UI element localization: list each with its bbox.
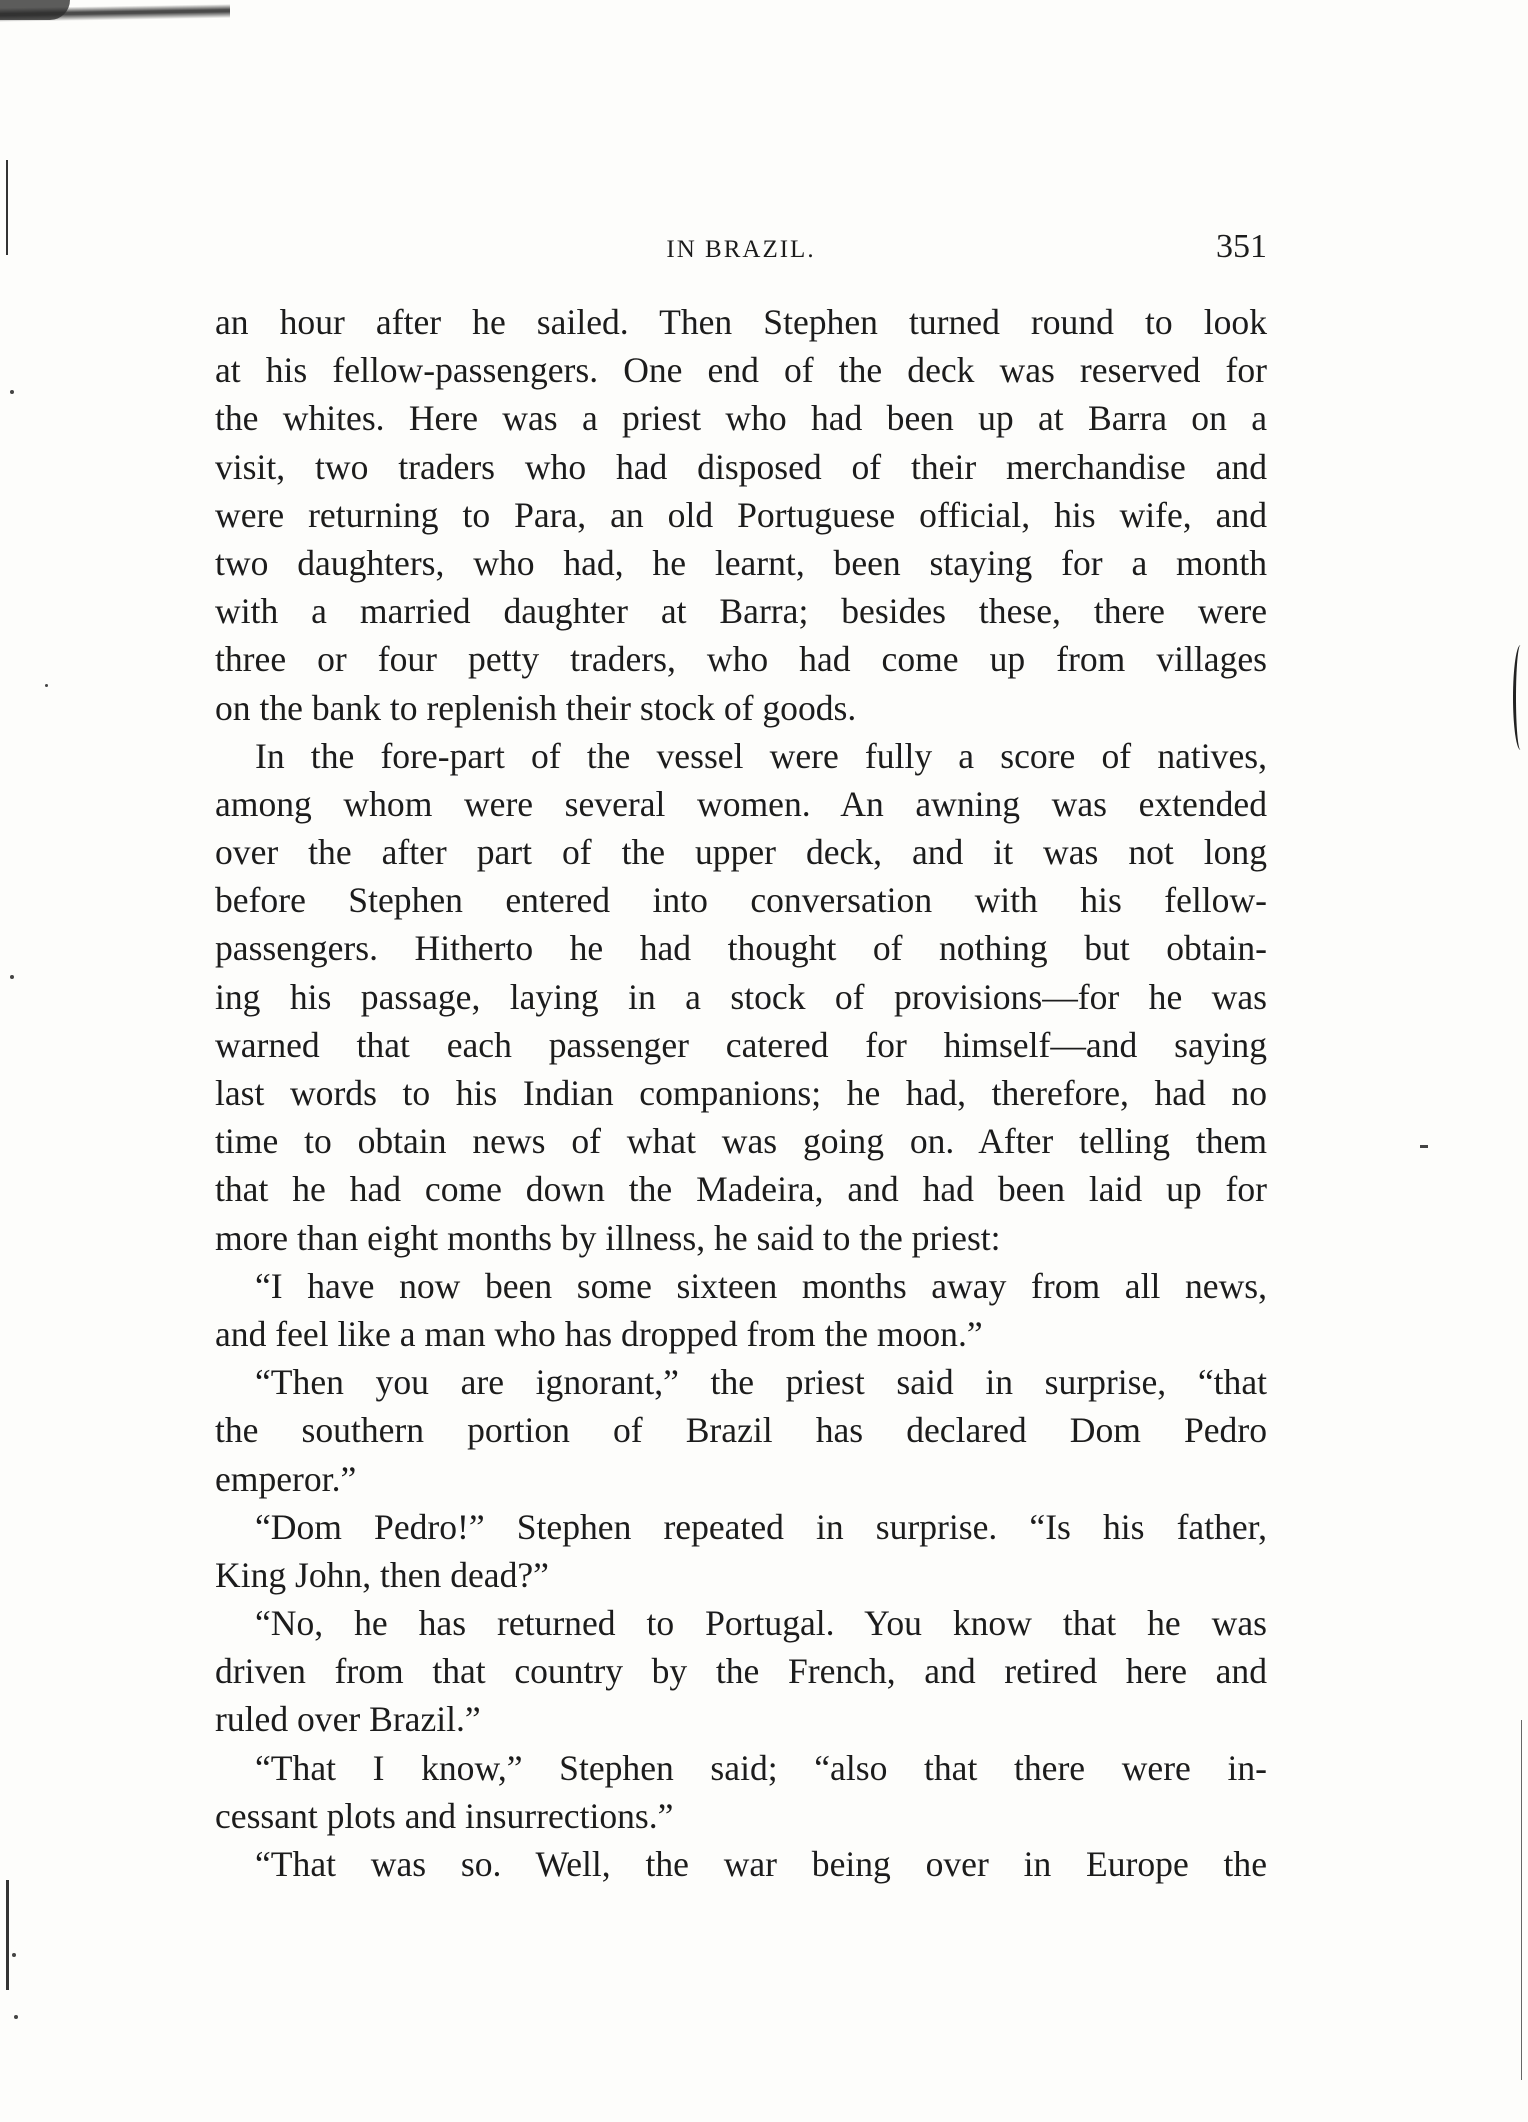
text-line: were returning to Para, an old Portuguese official, his wife, and [215, 494, 1267, 535]
scan-speck [45, 684, 48, 687]
body-text [215, 298, 1267, 1888]
text-line: two daughters, who had, he learnt, been staying for a month [215, 542, 1267, 583]
paragraph [215, 1358, 1267, 1503]
text-line: the southern portion of Brazil has declared Dom Pedro [215, 1410, 1267, 1451]
text-line: visit, two traders who had disposed of their merchandise and [215, 446, 1267, 487]
text-line: cessant plots and insurrections.” [215, 1795, 674, 1836]
text-line: “I have now been some sixteen months away from all news, [255, 1265, 1267, 1306]
scan-speck [12, 1953, 16, 1957]
running-head: IN BRAZIL. [666, 236, 816, 263]
text-line: more than eight months by illness, he said to the priest: [215, 1217, 1001, 1258]
scan-speck [14, 2015, 18, 2019]
text-line: “Dom Pedro!” Stephen repeated in surprise. “Is his father, [255, 1506, 1267, 1547]
text-line: that he had come down the Madeira, and had been laid up for [215, 1169, 1267, 1210]
text-line: at his fellow-passengers. One end of the deck was reserved for [215, 350, 1267, 391]
text-line: among whom were several women. An awning was extended [215, 783, 1267, 824]
text-line: passengers. Hitherto he had thought of nothing but obtain- [215, 928, 1267, 969]
paragraph [215, 298, 1267, 732]
text-line: ing his passage, laying in a stock of provisions—for he was [215, 976, 1267, 1017]
page-number: 351 [1216, 228, 1267, 265]
text-line: “That was so. Well, the war being over in Europe the [255, 1844, 1267, 1884]
paragraph [215, 1599, 1267, 1744]
scan-speck [1420, 1145, 1428, 1148]
paragraph [215, 1262, 1267, 1358]
scan-bracket [1513, 645, 1528, 750]
paragraph [215, 1744, 1267, 1840]
text-line: driven from that country by the French, and retired here and [215, 1651, 1267, 1692]
scan-edge-line [1521, 1720, 1522, 2080]
paragraph [215, 1503, 1267, 1599]
text-line: “No, he has returned to Portugal. You know that he was [255, 1603, 1267, 1644]
text-line: “Then you are ignorant,” the priest said in surprise, “that [255, 1362, 1267, 1403]
text-line: on the bank to replenish their stock of goods. [215, 687, 857, 728]
text-line: the whites. Here was a priest who had been up at Barra on a [215, 398, 1267, 439]
paragraph [215, 732, 1267, 1262]
text-line: King John, then dead?” [215, 1554, 549, 1595]
scan-edge-line [6, 1880, 9, 1990]
text-line: with a married daughter at Barra; besides these, there were [215, 591, 1267, 632]
text-line: before Stephen entered into conversation with his fellow- [215, 880, 1267, 921]
text-line: time to obtain news of what was going on. After telling them [215, 1121, 1267, 1162]
scan-speck [10, 975, 14, 979]
paragraph [215, 1840, 1267, 1888]
text-line: warned that each passenger catered for himself—and saying [215, 1024, 1267, 1065]
scan-speck [10, 390, 14, 394]
text-line: last words to his Indian companions; he had, therefore, had no [215, 1073, 1267, 1113]
text-line: and feel like a man who has dropped from the moon.” [215, 1313, 983, 1354]
text-line: emperor.” [215, 1458, 357, 1499]
scan-edge-mark [0, 4, 230, 22]
page-header [215, 228, 1267, 278]
text-line: “That I know,” Stephen said; “also that there were in- [255, 1747, 1267, 1788]
scan-edge-line [6, 160, 8, 255]
text-line: over the after part of the upper deck, and it was not long [215, 832, 1267, 873]
text-line: ruled over Brazil.” [215, 1699, 481, 1740]
text-line: In the fore-part of the vessel were fully a score of natives, [255, 735, 1267, 776]
text-line: three or four petty traders, who had come up from villages [215, 639, 1267, 680]
text-line: an hour after he sailed. Then Stephen turned round to look [215, 302, 1267, 342]
